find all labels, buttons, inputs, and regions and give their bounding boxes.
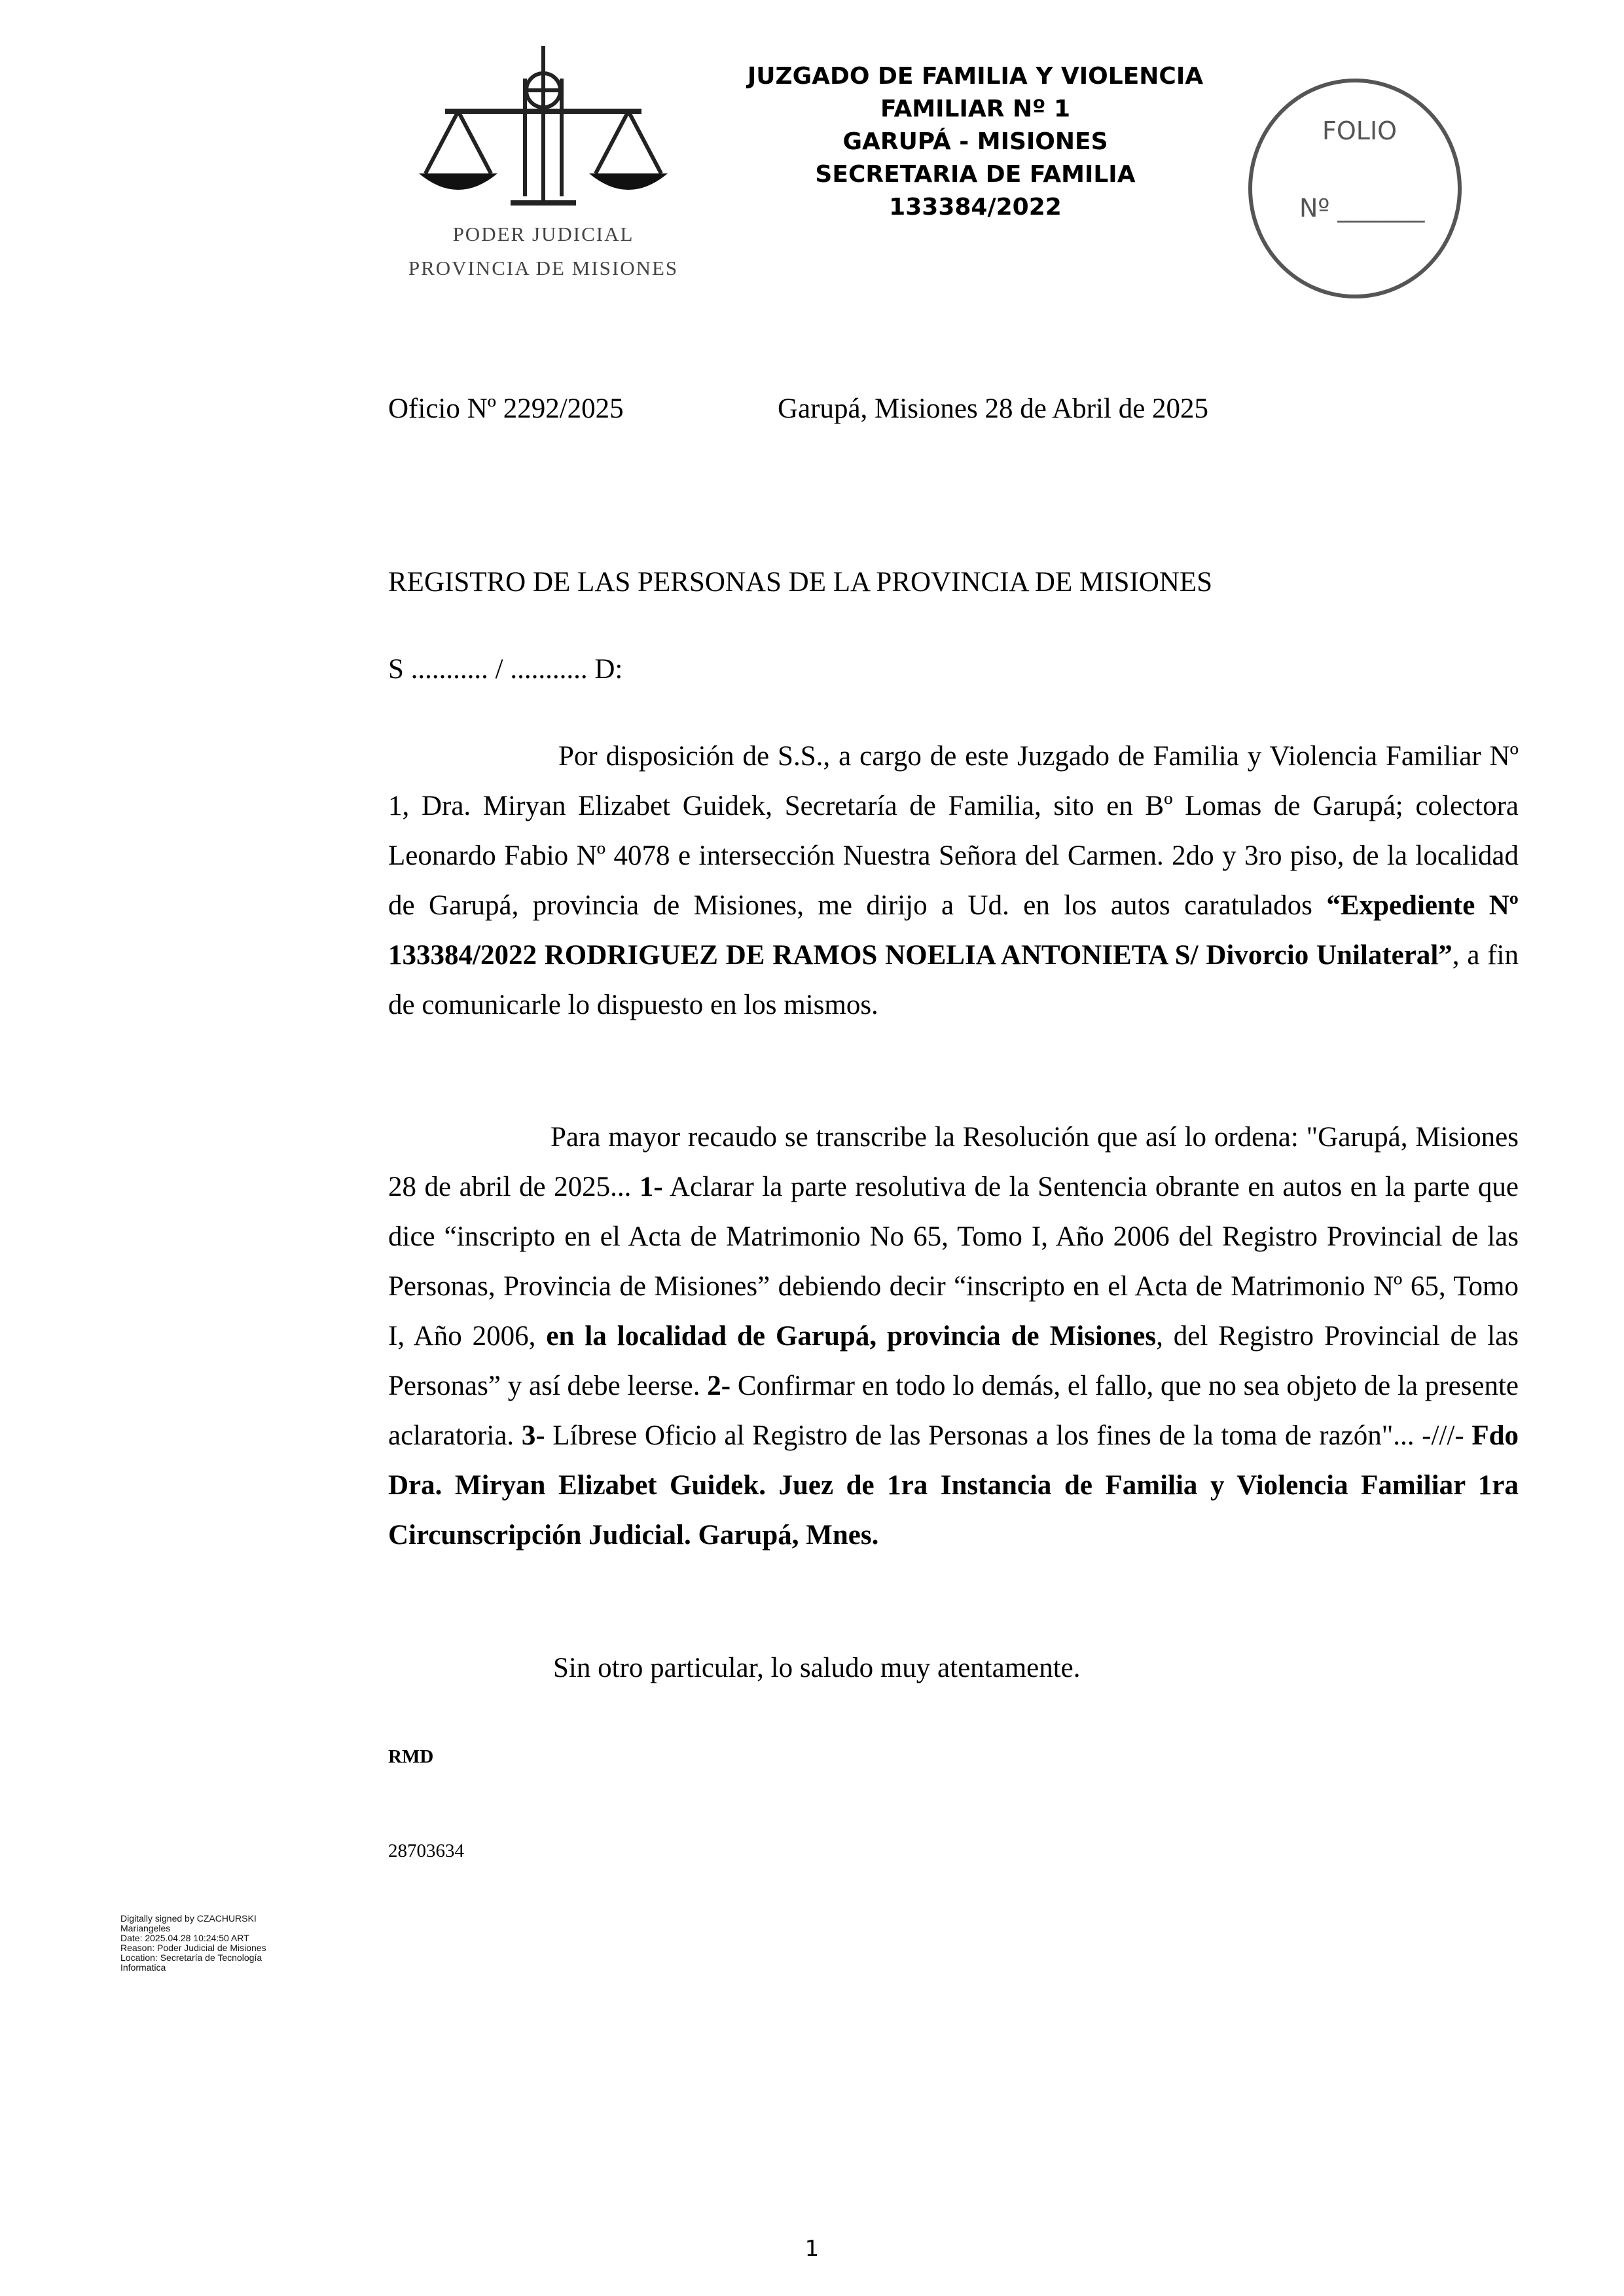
signature-line-6: Informatica: [120, 1962, 166, 1973]
signature-line-5: Location: Secretaría de Tecnología: [120, 1952, 262, 1963]
scales-of-justice-icon: [406, 39, 681, 288]
body-paragraph-2: [388, 1113, 1519, 1560]
header-line-4: SECRETARIA DE FAMILIA: [815, 161, 1136, 188]
document-number: 28703634: [388, 1840, 464, 1861]
p2-item-2: 2-: [707, 1371, 731, 1401]
p2-item-3: 3-: [521, 1420, 545, 1451]
oficio-number: Oficio Nº 2292/2025: [388, 393, 624, 424]
folio-stamp-circle: [1244, 77, 1466, 300]
signature-line-4: Reason: Poder Judicial de Misiones: [120, 1943, 266, 1953]
addressee: REGISTRO DE LAS PERSONAS DE LA PROVINCIA DE MISIONES: [388, 567, 1213, 598]
folio-label: FOLIO: [1322, 117, 1398, 145]
p2-text-4: Confirmar en todo lo demás, el fallo, que no sea objeto de la presente aclaratoria.: [388, 1371, 1519, 1451]
date-line: Garupá, Misiones 28 de Abril de 2025: [778, 393, 1209, 424]
p1-text-2: , a fin de comunicarle lo dispuesto en los mismos.: [388, 940, 1519, 1020]
signature-line-3: Date: 2025.04.28 10:24:50 ART: [120, 1933, 249, 1943]
p1-case-title: “Expediente Nº 133384/2022 RODRIGUEZ DE RAMOS NOELIA ANTONIETA S/ Divorcio Unilateral”: [388, 890, 1519, 971]
signature-line-1: Digitally signed by CZACHURSKI: [120, 1913, 257, 1924]
body-paragraph-1: [388, 732, 1519, 1030]
p1-text-1: Por disposición de S.S., a cargo de este Juzgado de Familia y Violencia Familiar Nº 1, Dra. Miryan Elizabet Guidek, Secretaría de Familia, sito en Bº Lomas de Garupá; colectora Leonardo Fabio Nº 4078 e intersección Nuestra Señora del Carmen. 2do y 3ro piso, de la localidad de Garupá, provincia de Misiones, me dirijo a Ud. en los autos caratulados: [388, 741, 1519, 921]
folio-number-label: Nº _______: [1299, 194, 1425, 223]
p2-text-5: Líbrese Oficio al Registro de las Personas a los fines de la toma de razón"... -///-: [545, 1420, 1472, 1451]
p2-location: en la localidad de Garupá, provincia de Misiones: [546, 1321, 1157, 1352]
header-line-3: GARUPÁ - MISIONES: [842, 128, 1108, 155]
court-header: [707, 60, 1244, 224]
signature-line-2: Mariangeles: [120, 1923, 171, 1933]
p2-signed-by: Fdo Dra. Miryan Elizabet Guidek. Juez de 1ra Instancia de Familia y Violencia Familiar 1ra Circunscripción Judicial. Garupá, Mnes.: [388, 1420, 1519, 1551]
page-number: 1: [804, 2236, 820, 2262]
header-line-1: JUZGADO DE FAMILIA Y VIOLENCIA: [747, 63, 1204, 90]
digital-signature: [120, 1914, 317, 1973]
header-line-2: FAMILIAR Nº 1: [880, 96, 1070, 122]
p2-text-1: Para mayor recaudo se transcribe la Resolución que así lo ordena: "Garupá, Misiones 28 de abril de 2025...: [388, 1122, 1519, 1202]
logo-line-1: PODER JUDICIAL: [452, 223, 634, 245]
closing-line: Sin otro particular, lo saludo muy atentamente.: [553, 1653, 1081, 1683]
salutation: S ........... / ........... D:: [388, 654, 623, 685]
p2-item-1: 1-: [639, 1172, 663, 1202]
header-line-5: 133384/2022: [889, 194, 1062, 221]
logo-line-2: PROVINCIA DE MISIONES: [408, 257, 679, 279]
initials: RMD: [388, 1746, 434, 1767]
p2-text-2: Aclarar la parte resolutiva de la Sentencia obrante en autos en la parte que dice “inscripto en el Acta de Matrimonio No 65, Tomo I, Año 2006 del Registro Provincial de las Personas, Provincia de Misiones” debiendo decir “inscripto en el Acta de Matrimonio Nº 65, Tomo I, Año 2006,: [388, 1172, 1519, 1352]
p2-text-3: , del Registro Provincial de las Personas” y así debe leerse.: [388, 1321, 1519, 1401]
